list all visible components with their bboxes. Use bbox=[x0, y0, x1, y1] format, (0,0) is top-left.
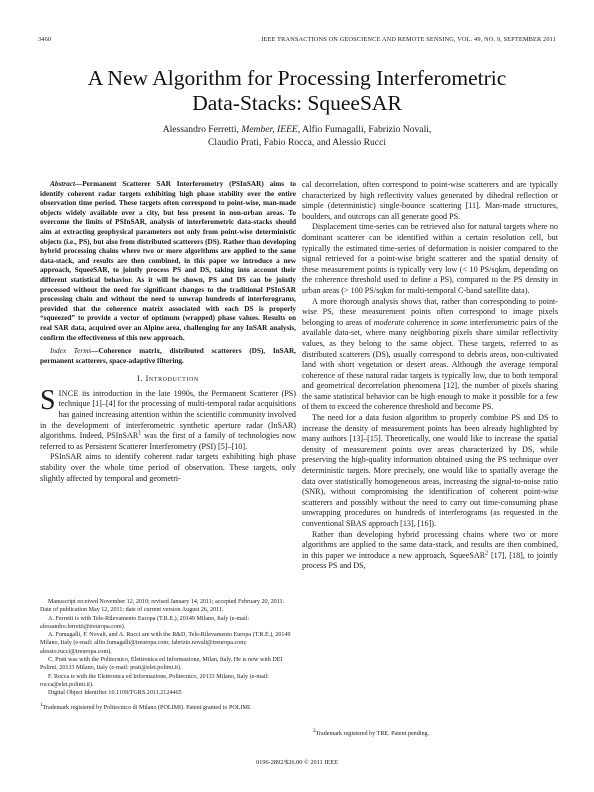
abstract-text: —Permanent Scatterer SAR Interferometry (PSInSAR) aims to identify coherent radar targets exhibiting high phase stability over the entire observation time period. These targets often correspond to point-wise, man-made objects widely available over a city, but less present in non-urban areas. To overcome the limits of PSInSAR, analysis of interferometric data-stacks should aim at extracting geophysical parameters not only from point-wise deterministic objects (i.e., PS), but also from distributed scatterers (DS). Rather than developing hybrid processing chains where two or more algorithms are applied to the same data-stack, and results are then combined, in this paper we introduce a new approach, SqueeSAR, to jointly process PS and DS, taking into account their different statistical behavior. As it will be shown, PS and DS can be jointly processed without the need for significant changes to the traditional PSInSAR processing chain and without the need to unwrap hundreds of interferograms, provided that the coherence matrix associated with each DS is properly “squeezed” to provide a vector of optimum (wrapped) phase values. Results on real SAR data, acquired over an Alpine area, challenging for any InSAR analysis, confirm the effectiveness of this new approach. bbox=[40, 180, 296, 342]
author-ferretti: Alessandro Ferretti, bbox=[162, 124, 242, 135]
footnotes-left bbox=[40, 598, 296, 712]
right-paragraph-1: cal decorrelation, often correspond to point-wise scatterers and are typically characterized by high reflectivity values generated by dihedral reflection or simple (deterministic) single-bounce scattering [11]. Man-made structures, boulders, and outcrops can all generate good PS. bbox=[302, 180, 558, 221]
right-paragraph-5: Rather than developing hybrid processing chains where two or more algorithms are applied to the same data-stack, and results are then combined, in this paper we introduce a new approach, SqueeSAR$^2$ [17], [18], to jointly process PS and DS, bbox=[302, 529, 558, 571]
section-heading-introduction: I. Introduction bbox=[137, 374, 199, 384]
right-paragraph-3: A more thorough analysis shows that, rather than corresponding to point-wise PS, these measurement points often correspond to image pixels belonging to areas of moderate coherence in some interferometric pairs of the available data-set, where many neighboring pixels share similar reflectivity values, as they belong to the same object. These targets, referred to as distributed scatterers (DS), usually correspond to debris areas, non-cultivated land with short vegetation or desert areas. Although the average temporal coherence of these natural radar targets is typically low, due to both temporal and geometrical decorrelation phenomena [12], the number of pixels sharing the same statistical behavior can be high enough to make it possible for a few of them to exceed the coherence threshold and become PS. bbox=[302, 296, 559, 412]
index-terms bbox=[40, 347, 296, 366]
title-line-1: A New Algorithm for Processing Interferometric bbox=[87, 66, 507, 90]
affiliation-ferretti: A. Ferretti is with Tele-Rilevamento Europa (T.R.E.), 20149 Milano, Italy (e-mail: alessandro.ferretti@treuropa.com). bbox=[40, 615, 250, 630]
manuscript-received: Manuscript received November 12, 2010; revised January 14, 2011; accepted February 20, 2011. Date of publication May 12, 2011; date of current version August 26, 2011. bbox=[40, 599, 285, 614]
affiliation-prati: C. Prati was with the Politecnico, Elettronica ed Informazione, Milan, Italy. He is now with DEI Polimi, 20133 Milano, Italy (e-mail: prati@elet.polimi.it). bbox=[40, 657, 283, 672]
affiliation-rocca: F. Rocca is with the Elettronica ed Informazione, Politecnico, 20133 Milano, Italy (e-mail: rocca@elet.polimi.it). bbox=[40, 673, 269, 688]
journal-header: IEEE TRANSACTIONS ON GEOSCIENCE AND REMOTE SENSING, VOL. 49, NO. 9, SEPTEMBER 2011 bbox=[261, 36, 556, 43]
affiliation-tre: A. Fumagalli, F. Novali, and A. Rucci are with the R&D, Tele-Rilevamento Europa (T.R.E.), 20149 Milano, Italy (e-mail: alfio.fumagalli@treuropa.com; fabrizio.novali@treuropa.com; alessio.rucci@treuropa.com). bbox=[40, 632, 291, 655]
abstract bbox=[40, 180, 296, 343]
right-paragraph-2: Displacement time-series can be retrieved also for natural targets where no dominant scatterer can be identified within a certain resolution cell, but typically the estimated time-series of deformation is noisier compared to the signal retrieved for a point-wise bright scatterer and the spatial density of these measurement points is typically very low (< 10 PS/sqkm, depending on the coherence threshold used to define a PS), compared to the PS density in urban areas (> 100 PS/sqkm for multi-temporal C-band satellite data). bbox=[302, 222, 558, 295]
intro-paragraph-2: PSInSAR aims to identify coherent radar targets exhibiting high phase stability over the whole time period of observation. These targets, only slightly affected by temporal and geometri- bbox=[40, 452, 296, 483]
title-line-2: Data-Stacks: SqueeSAR bbox=[192, 91, 402, 115]
member-ieee: Member, IEEE bbox=[241, 124, 298, 135]
page-number: 3460 bbox=[38, 36, 52, 43]
authors-rest: , Alfio Fumagalli, Fabrizio Novali, bbox=[297, 124, 432, 135]
abstract-lead: Abstract bbox=[50, 180, 75, 188]
right-column bbox=[302, 180, 558, 572]
index-terms-lead: Index Terms bbox=[50, 347, 92, 356]
intro-lead-word: INCE bbox=[58, 388, 79, 398]
copyright-line: 0196-2892/$26.00 © 2011 IEEE bbox=[256, 759, 338, 766]
running-head bbox=[38, 36, 556, 46]
doi: Digital Object Identifier 10.1109/TGRS.2011.2124465 bbox=[48, 690, 182, 697]
right-paragraph-4: The need for a data fusion algorithm to properly combine PS and DS to increase the density of measurement points has been already highlighted by many authors [13]–[15]. Theoretically, one would like to increase the spatial density of measurement points over areas characterized by DS, while preserving the high-quality information obtained using the PS technique over deterministic targets. More precisely, one would like to spatially average the data over statistically homogeneous areas, increasing the signal-to-noise ratio (SNR), without compromising the identification of coherent point-wise scatterers and possibly without the need to carry out time-consuming phase unwrapping procedures on hundreds of interferograms (as requested in the conventional SBAS approach [13], [16]). bbox=[302, 413, 558, 528]
author-list bbox=[40, 123, 554, 149]
authors-line-1 bbox=[40, 123, 554, 136]
footnote-1: $^1$Trademark registered by Politecnico di Milano (POLIMI). Patent granted to POLIMI. bbox=[40, 702, 252, 711]
intro-paragraph-1: SINCE its introduction in the late 1990s, the Permanent Scatterer (PS) technique [1]–[4] for the processing of multi-temporal radar acquisitions has gained increasing attention within the scientific community involved in the development of interferometric synthetic aperture radar (InSAR) algorithms. Indeed, PSInSAR$^1$ was the first of a family of technologies now referred to as Persistent Scatterer Interferometry (PSI) [5]–[10]. bbox=[40, 384, 296, 451]
paper-title bbox=[40, 66, 554, 116]
footnote-mark-1: 1 bbox=[138, 430, 142, 437]
drop-cap: S bbox=[40, 384, 56, 416]
left-column bbox=[40, 180, 296, 484]
index-terms-text: —Coherence matrix, distributed scatterers (DS), InSAR, permanent scatterers, space-adaptive filtering. bbox=[40, 347, 296, 365]
footnote-mark-2: 2 bbox=[485, 550, 489, 557]
footnote-2: $^2$Trademark registered by TRE. Patent pending. bbox=[313, 728, 430, 737]
authors-line-2: Claudio Prati, Fabio Rocca, and Alessio Rucci bbox=[208, 137, 386, 148]
